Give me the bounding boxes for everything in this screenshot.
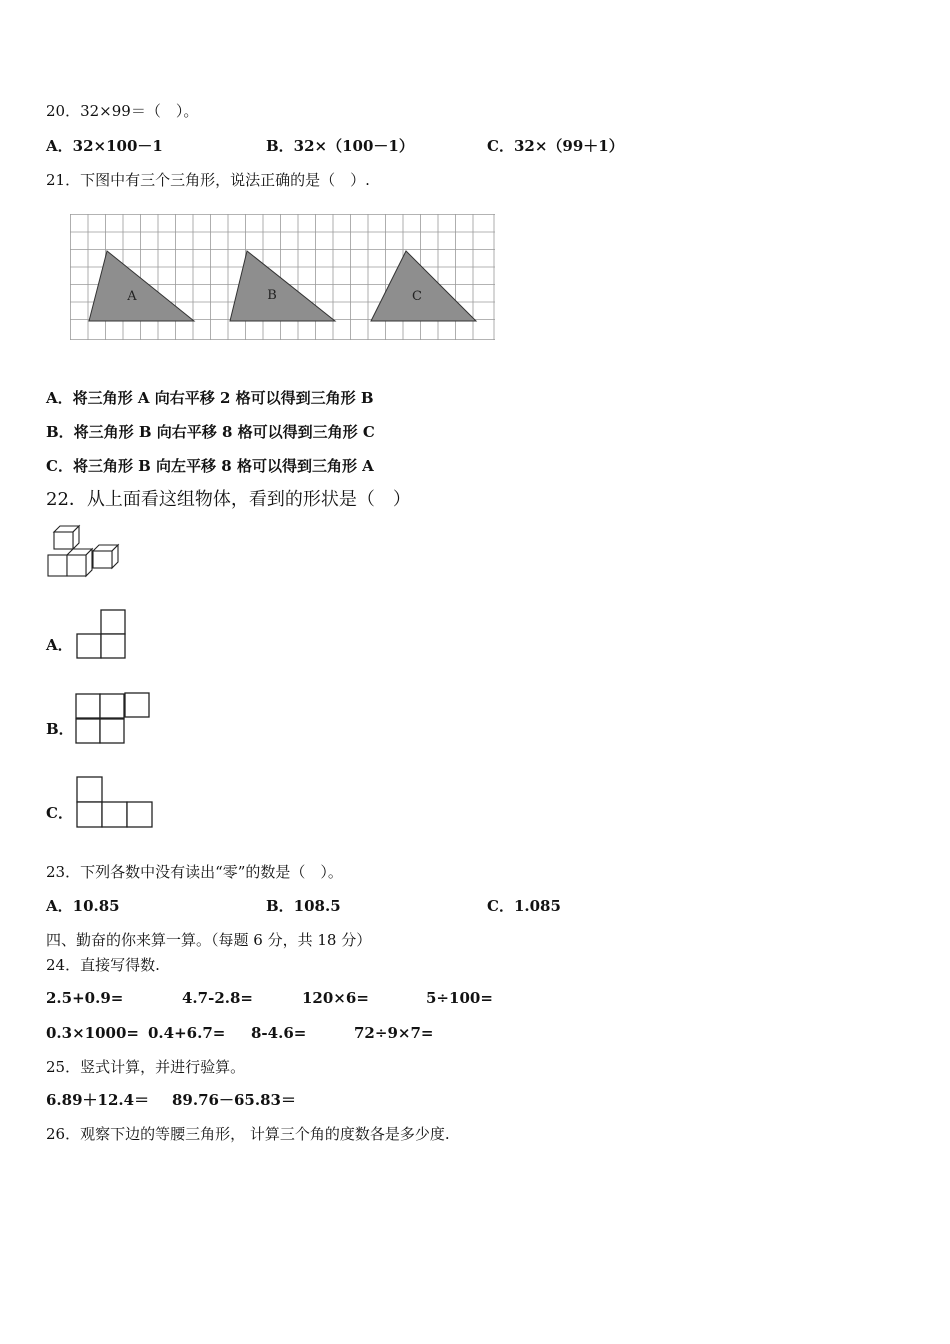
q21-option-a[interactable]: A．将三角形 A 向右平移 2 格可以得到三角形 B [46,389,374,407]
q21-triangle-grid-figure [70,214,495,340]
triangle-c-label: C [412,289,422,304]
q22-option-b[interactable]: B． [46,720,74,738]
q20-option-c[interactable]: C．32×（99＋1） [487,137,624,155]
q24-stem: 24．直接写得数. [46,956,160,974]
q22-option-a-shape[interactable] [76,609,128,661]
q22-option-c[interactable]: C． [46,804,73,822]
section-4-title: 四、勤奋的你来算一算。（每题 6 分，共 18 分） [46,931,372,949]
q23-option-a[interactable]: A．10.85 [46,897,120,915]
q23-stem: 23．下列各数中没有读出“零”的数是（ ）。 [46,863,343,881]
triangle-b [230,251,335,321]
triangle-c [371,251,476,321]
q23-option-b[interactable]: B．108.5 [266,897,341,915]
q24-item: 2.5+0.9= [46,989,124,1007]
q22-stem: 22．从上面看这组物体，看到的形状是（ ） [46,489,411,510]
q21-option-c[interactable]: C．将三角形 B 向左平移 8 格可以得到三角形 A [46,457,374,475]
q24-item: 120×6= [302,989,369,1007]
q24-item: 8-4.6= [251,1024,307,1042]
q26-stem: 26．观察下边的等腰三角形， 计算三个角的度数各是多少度. [46,1125,450,1143]
q22-option-b-shape[interactable] [75,692,153,746]
q20-stem: 20．32×99＝（ ）。 [46,102,199,120]
q20-option-a[interactable]: A．32×100－1 [46,137,163,155]
q21-stem: 21．下图中有三个三角形，说法正确的是（ ）. [46,171,370,189]
q24-item: 72÷9×7= [354,1024,434,1042]
triangle-a-label: A [127,289,137,304]
q23-option-c[interactable]: C．1.085 [487,897,561,915]
q21-option-b[interactable]: B．将三角形 B 向右平移 8 格可以得到三角形 C [46,423,375,441]
q24-item: 4.7-2.8= [182,989,253,1007]
q25-stem: 25．竖式计算，并进行验算。 [46,1058,246,1076]
q22-cube-stack-figure [46,524,122,578]
triangle-b-label: B [267,288,277,303]
q22-option-c-shape[interactable] [76,776,154,830]
triangle-a [89,251,194,321]
q24-item: 0.3×1000= [46,1024,139,1042]
q24-item: 5÷100= [426,989,493,1007]
q20-option-b[interactable]: B．32×（100－1） [266,137,414,155]
q25-item: 6.89＋12.4＝ [46,1091,150,1109]
q24-item: 0.4+6.7= [148,1024,226,1042]
q25-item: 89.76－65.83＝ [172,1091,296,1109]
q22-option-a[interactable]: A． [46,636,73,654]
